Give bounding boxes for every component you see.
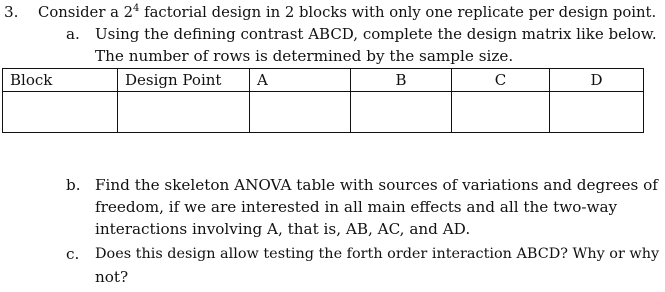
problem-number: 3. [4,3,19,21]
part-c-line2: not? [95,268,129,286]
part-c-line1: Does this design allow testing the forth order interaction ABCD? Why or why [95,246,660,262]
problem-intro [38,3,656,22]
header-d: D [550,69,644,92]
part-a-line2: The number of rows is determined by the sample size. [95,47,514,65]
header-a: A [250,69,351,92]
cell-c [452,92,550,133]
part-b-line1: Find the skeleton ANOVA table with sources of variations and degrees of [95,176,658,194]
design-matrix-table [2,68,644,133]
intro-exponent: 4 [133,3,140,14]
intro-post: factorial design in 2 blocks with only one replicate per design point. [139,4,657,21]
part-b-line2: freedom, if we are interested in all main effects and all the two-way [95,198,618,216]
cell-design-point [118,92,250,133]
table-row [3,92,644,133]
intro-pre: Consider a 2 [38,4,134,21]
part-b-marker: b. [66,176,81,194]
part-a-line1: Using the defining contrast ABCD, complete the design matrix like below. [95,25,657,43]
cell-b [351,92,452,133]
cell-block [3,92,118,133]
part-b-line3: interactions involving A, that is, AB, AC, and AD. [95,220,471,238]
table-header-row [3,69,644,92]
header-c: C [452,69,550,92]
header-b: B [351,69,452,92]
header-block: Block [3,69,118,92]
cell-a [250,92,351,133]
header-design-point: Design Point [118,69,250,92]
cell-d [550,92,644,133]
part-c-marker: c. [66,245,80,263]
part-a-marker: a. [66,25,80,43]
